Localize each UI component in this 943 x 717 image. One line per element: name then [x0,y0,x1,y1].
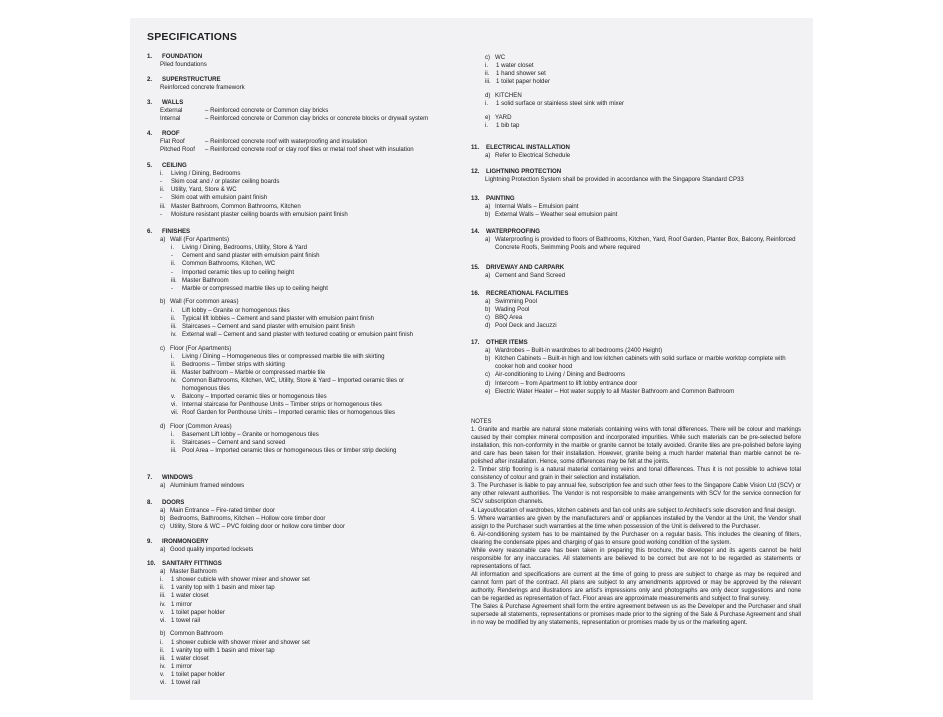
spec-text: WC [495,54,506,61]
spec-text: Floor (Common Areas) [170,423,232,430]
spec-text: Wardrobes – Built-in wardrobes to all bedrooms (2400 Height) [495,347,663,355]
item-marker: iv. [160,662,166,670]
spec-text: Main Entrance – Fire-rated timber door [170,507,275,515]
spec-text: homogenous tiles [182,385,230,392]
sub-marker: c) [485,314,491,322]
sub-marker: a) [485,347,491,355]
section-number: 8. [147,499,153,506]
notes-paragraph: 4. Layout/location of wardrobes, kitchen cabinets and fan coil units are subject to Architect's sole discretion and final design. [471,507,796,514]
spec-text: Wall (For common areas) [170,298,239,306]
spec-text: Skim coat with emulsion paint finish [171,194,268,202]
section-number: 5. [147,162,153,169]
item-marker: ii. [171,439,176,447]
item-marker: i. [160,170,164,178]
spec-text: Master Bathroom, Common Bathrooms, Kitchen [171,202,301,210]
notes-paragraph: 2. Timber strip flooring is a natural material containing veins and tonal differences. Thus it is not possible to achieve total consistency of colour and grain in their selection and installation. [471,467,801,482]
spec-text: Master bathroom – Marble or compressed marble tile [182,368,326,376]
item-marker: iii. [171,368,177,376]
sub-marker: c) [160,344,166,352]
item-marker: - [160,210,163,218]
item-marker: i. [485,62,489,70]
spec-text: Good quality imported locksets [170,546,254,554]
item-marker: i. [485,100,489,108]
item-marker: ii. [171,314,176,322]
spec-text: Lightning Protection System shall be provided in accordance with the Singapore Standard CP33 [485,176,744,184]
spec-text: YARD [495,113,512,121]
sub-marker: b) [160,298,166,306]
spec-text: Cement and Sand Screed [495,272,566,280]
section-number: 12. [471,168,480,175]
item-marker: vi. [171,401,178,409]
spec-text: Electric Water Heater – Hot water supply to all Master Bathroom and Common Bathroom [495,387,735,395]
item-marker: v. [160,608,165,616]
sub-marker: d) [485,322,491,330]
notes-paragraph: 6. Air-conditioning system has to be maintained by the Purchaser on a regular basis. This includes the cleaning of filters, clearing the condensate pipes and charging of gas to ensure good working condition of the system. [471,531,801,546]
spec-text: Cement and sand plaster with emulsion paint finish [182,252,320,260]
section-heading: WALLS [162,99,184,106]
spec-text: Staircases – Cement and sand screed [182,439,286,447]
spec-text: 1 mirror [171,600,192,608]
spec-text: – Reinforced concrete or Common clay bricks or concrete blocks or drywall system [205,115,429,123]
item-marker: ii. [160,646,165,654]
spec-text: Intercom – from Apartment to lift lobby entrance door [495,379,638,387]
sub-marker: d) [485,92,491,99]
spec-text: Balcony – Imported ceramic tiles or homogenous tiles [182,393,327,401]
sub-marker: a) [485,203,491,211]
spec-text: 1 mirror [171,662,192,670]
spec-label: Flat Roof [160,138,185,146]
item-marker: - [171,268,174,276]
spec-text: Reinforced concrete framework [160,84,245,92]
item-marker: iv. [171,376,177,384]
sub-marker: d) [485,379,491,387]
section-heading: FINISHES [162,228,191,235]
item-marker: - [171,252,174,260]
section-number: 17. [471,339,480,346]
spec-text: Common Bathroom [170,630,223,638]
spec-text: External wall – Cement and sand plaster with textured coating or emulsion paint finish [182,330,414,338]
item-marker: i. [171,306,175,314]
sub-marker: b) [485,355,491,363]
item-marker: iii. [171,276,177,284]
item-marker: i. [160,576,164,584]
sub-marker: e) [485,387,491,395]
spec-text: Bedrooms – Timber strips with skirting [182,360,285,368]
notes-paragraph: While every reasonable care has been taken in preparing this brochure, the developer and its agents cannot be held responsible for any inaccuracies. All statements are believed to be correct but are not to be regarded as statements or representations of fact. [471,547,801,570]
spec-text: Lift lobby – Granite or homogenous tiles [182,306,290,314]
spec-text: Marble or compressed marble tiles up to ceiling height [182,284,328,292]
spec-label: Pitched Roof [160,146,195,154]
spec-text: 1 toilet paper holder [496,78,550,86]
spec-text: 1 bib tap [496,121,520,129]
sub-marker: a) [485,272,491,280]
notes-paragraph: 1. Granite and marble are natural stone materials containing veins with tonal differences. There will be colour and markings caused by their complex mineral composition and incorporated impurities. While such materials can be pre-selected before installation, this non-conformity in the marble or granite cannot be totally avoided. Granite tiles are pre-polished before laying and care has been taken for their installation. However, granite being a much harder material than marble cannot be re-polished after installation. Hence, some differences may be felt at the joints. [471,427,801,466]
sub-marker: a) [160,507,166,515]
sub-marker: b) [485,306,491,314]
section-number: 1. [147,53,153,60]
sub-marker: b) [485,211,491,219]
section-heading: ROOF [162,130,180,137]
section-heading: OTHER ITEMS [486,339,528,346]
spec-text: Floor (For Apartments) [170,344,232,352]
spec-text: 1 vanity top with 1 basin and mixer tap [171,646,275,654]
section-heading: DRIVEWAY AND CARPARK [486,264,565,271]
item-marker: - [160,178,163,186]
section-number: 14. [471,228,480,235]
spec-text: Basement Lift lobby – Granite or homogenous tiles [182,431,319,439]
section-number: 15. [471,264,480,271]
section-heading: WINDOWS [162,474,193,481]
spec-text: 1 shower cubicle with shower mixer and shower set [171,638,310,646]
spec-text: Waterproofing is provided to floors of Bathrooms, Kitchen, Yard, Roof Garden, Planter Box, Balcony, Reinforced [495,236,796,244]
spec-text: 1 shower cubicle with shower mixer and shower set [171,576,310,584]
section-number: 6. [147,228,153,235]
spec-text: Wading Pool [495,306,530,314]
section-heading: CEILING [162,162,187,169]
section-number: 2. [147,76,153,83]
spec-text: Concrete Roofs, Swimming Pools and where required [495,244,640,252]
section-number: 16. [471,290,480,297]
sub-marker: b) [160,515,166,523]
spec-text: 1 water closet [171,592,209,600]
sub-marker: a) [160,236,166,244]
spec-text: Living / Dining, Bedrooms, Utility, Store & Yard [182,244,307,252]
sub-marker: a) [485,236,491,244]
item-marker: i. [171,244,175,252]
spec-text: 1 towel rail [171,679,201,686]
section-number: 11. [471,144,480,151]
section-heading: LIGHTNING PROTECTION [486,168,562,175]
item-marker: iii. [485,78,491,86]
spec-text: KITCHEN [495,92,522,99]
item-marker: v. [171,393,176,401]
spec-text: 1 solid surface or stainless steel sink with mixer [496,100,625,108]
notes-paragraph: 3. The Purchaser is liable to pay annual fee, subscription fee and such other fees to the Singapore Cable Vision Ltd (SCV) or any other relevant authorities. The Vendor is not responsible to make arrangements with SCV for the service connection for SCV subscription channels. [471,483,801,506]
spec-text: Master Bathroom [170,568,217,576]
notes-paragraph: All information and specifications are current at the time of going to press are subject to charge as may be required and cannot form part of the contract. All plans are subject to any amendments approved or may be approved by the relevant authority. Renderings and illustrations are artist's impressions only and photographs are only decor suggestions and none can be regarded as representation of fact. Floor areas are approximate measurements and subject to final survey. [471,571,801,603]
item-marker: - [160,194,163,202]
item-marker: ii. [485,70,490,78]
section-number: 3. [147,99,153,106]
section-heading: ELECTRICAL INSTALLATION [486,144,570,151]
sub-marker: a) [160,568,166,576]
spec-text: Living / Dining, Bedrooms [171,170,241,178]
spec-text: Internal staircase for Penthouse Units – Timber strips or homogenous tiles [182,401,382,409]
section-number: 7. [147,474,153,481]
spec-text: Master Bathroom [182,276,229,284]
spec-label: Internal [160,115,181,123]
item-marker: v. [160,670,165,678]
section-number: 4. [147,130,153,137]
spec-text: External Walls – Weather seal emulsion paint [495,211,618,219]
notes-paragraph: 5. Where warranties are given by the manufacturers and/ or appliances installed by the Vendor at the Unit, the Vendor shall assign to the Purchaser such warranties at the time when possession of the Unit is delivered to the Purchaser. [471,515,801,530]
sub-marker: a) [160,546,166,554]
spec-text: Common Bathrooms, Kitchen, WC [182,260,276,268]
spec-text: – Reinforced concrete or Common clay bricks [205,107,329,115]
item-marker: iii. [160,654,166,662]
spec-text: Air-conditioning to Living / Dining and Bedrooms [495,371,626,379]
spec-text: Moisture resistant plaster ceiling boards with emulsion paint finish [171,210,348,218]
sub-marker: c) [485,371,491,379]
spec-text: 1 towel rail [171,616,201,624]
notes-paragraph: The Sales & Purchase Agreement shall form the entire agreement between us as the Developer and the Purchaser and shall supersede all statements, representations or promises made prior to the signing of the Sale & Purchase Agreement and shall in no way be modified by any statements, representation or promises made by us or the marketing agent. [471,604,801,627]
item-marker: vi. [160,616,167,624]
spec-text: Utility, Yard, Store & WC [171,186,237,194]
item-marker: vi. [160,679,167,686]
item-marker: ii. [160,186,165,194]
spec-text: Typical lift lobbies – Cement and sand plaster with emulsion paint finish [182,314,375,322]
section-number: 10. [147,560,156,567]
spec-text: Common Bathrooms, Kitchen, WC, Utility, Store & Yard – Imported ceramic tiles or [182,376,405,384]
item-marker: vii. [171,409,179,417]
specifications-page [130,18,813,700]
spec-text: Refer to Electrical Schedule [495,152,571,160]
item-marker: iv. [171,330,177,338]
item-marker: iv. [160,600,166,608]
spec-text: Wall (For Apartments) [170,236,230,244]
sub-marker: b) [160,630,166,638]
spec-text: Bedrooms, Bathrooms, Kitchen – Hollow core timber door [170,515,326,523]
notes-body [471,426,801,627]
section-heading: PAINTING [486,195,515,202]
section-heading: RECREATIONAL FACILITIES [486,290,569,297]
spec-text: cooker hob and cooker hood [495,363,573,371]
sub-marker: c) [160,523,166,531]
sub-marker: d) [160,423,166,430]
item-marker: iii. [171,447,177,455]
section-number: 13. [471,195,480,202]
item-marker: ii. [171,360,176,368]
spec-text: 1 vanity top with 1 basin and mixer tap [171,584,275,592]
section-heading: IRONMONGERY [162,538,209,545]
sub-marker: e) [485,113,491,121]
item-marker: i. [171,352,175,360]
spec-text: Pool Area – Imported ceramic tiles or homogeneous tiles or timber strip decking [182,447,397,455]
spec-text: 1 water closet [496,62,534,70]
spec-text: Swimming Pool [495,298,537,306]
section-heading: SANITARY FITTINGS [162,560,222,567]
section-heading: FOUNDATION [162,53,203,60]
item-marker: ii. [171,260,176,268]
spec-label: External [160,107,183,115]
spec-text: Roof Garden for Penthouse Units – Imported ceramic tiles or homogenous tiles [182,409,396,417]
page-title: SPECIFICATIONS [147,31,238,43]
spec-text: Staircases – Cement and sand plaster with emulsion paint finish [182,322,355,330]
spec-text: Living / Dining – Homogeneous tiles or compressed marble tile with skirting [182,352,385,360]
spec-text: – Reinforced concrete roof with waterproofing and insulation [205,138,368,146]
sub-marker: a) [485,152,491,160]
notes-heading: NOTES [471,419,492,425]
section-heading: SUPERSTRUCTURE [162,76,221,83]
section-heading: WATERPROOFING [486,228,541,235]
spec-text: Aluminium framed windows [170,482,245,490]
spec-text: Piled foundations [160,61,207,69]
item-marker: i. [160,638,164,646]
spec-text: Internal Walls – Emulsion paint [495,203,579,211]
item-marker: i. [171,431,175,439]
item-marker: iii. [160,202,166,210]
section-number: 9. [147,538,153,545]
item-marker: - [171,284,174,292]
sub-marker: c) [485,54,491,61]
sub-marker: a) [485,298,491,306]
spec-text: – Reinforced concrete roof or clay roof tiles or metal roof sheet with insulation [205,146,414,154]
spec-text: BBQ Area [495,314,523,322]
spec-text: Kitchen Cabinets – Built-in high and low kitchen cabinets with solid surface or marble worktop complete with [495,355,786,363]
item-marker: iii. [160,592,166,600]
notes-section [471,418,801,627]
sub-marker: a) [160,482,166,490]
spec-text: Pool Deck and Jacuzzi [495,322,557,330]
spec-text: 1 toilet paper holder [171,608,225,616]
spec-text: Skim coat and / or plaster ceiling boards [171,178,280,186]
section-heading: DOORS [162,499,185,506]
spec-text: 1 toilet paper holder [171,670,225,678]
spec-text: Utility, Store & WC – PVC folding door or hollow core timber door [170,523,345,531]
item-marker: ii. [160,584,165,592]
item-marker: iii. [171,322,177,330]
spec-text: Imported ceramic tiles up to ceiling height [182,268,295,276]
spec-text: 1 water closet [171,654,209,662]
spec-text: 1 hand shower set [496,70,546,78]
item-marker: i. [485,121,489,129]
